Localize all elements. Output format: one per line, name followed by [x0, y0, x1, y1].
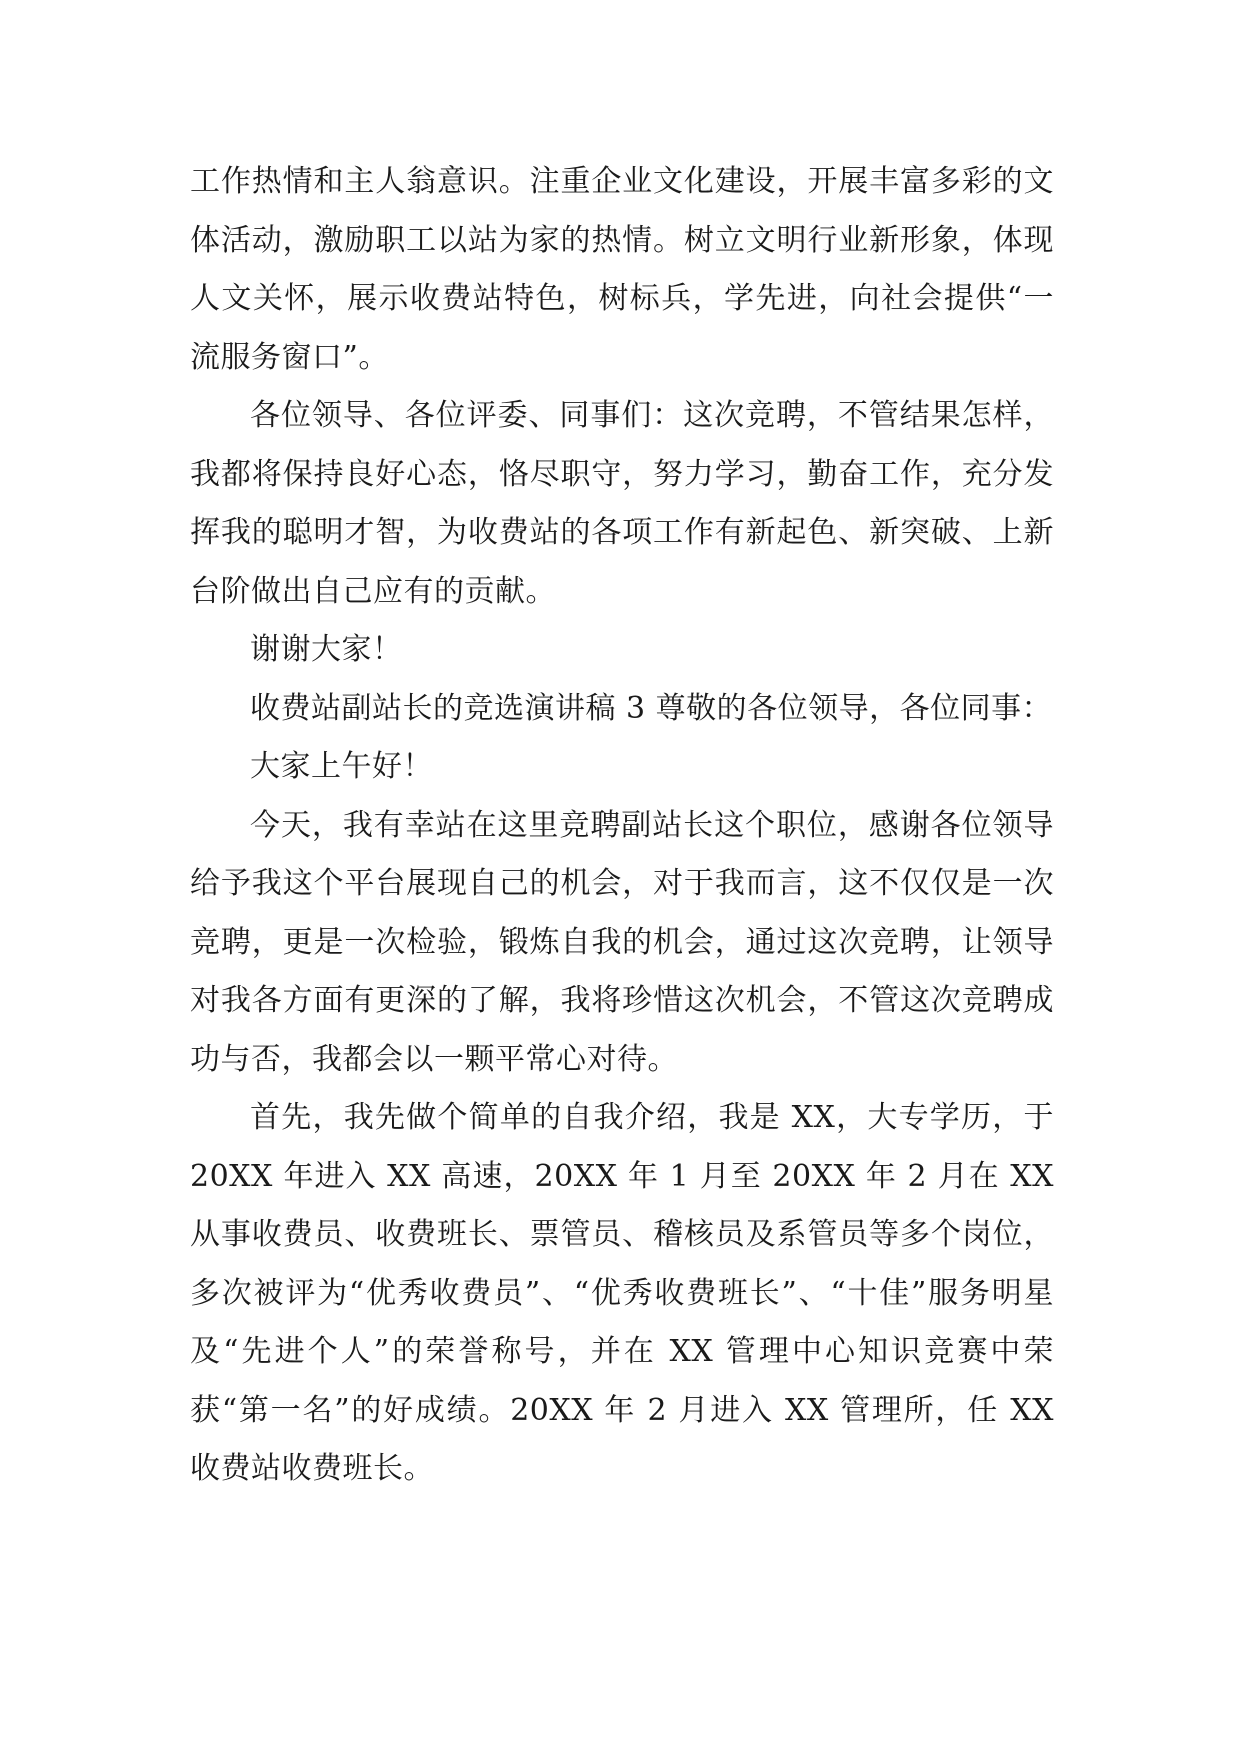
document-body — [190, 153, 1054, 1499]
paragraph-opening: 今天，我有幸站在这里竞聘副站长这个职位，感谢各位领导给予我这个平台展现自己的机会，对于我而言，这不仅仅是一次竞聘，更是一次检验，锻炼自我的机会，通过这次竞聘，让领导对我各方面有更深的了解，我将珍惜这次机会，不管这次竞聘成功与否，我都会以一颗平常心对待。 — [190, 807, 1054, 1077]
paragraph-thanks: 谢谢大家！ — [250, 632, 403, 667]
paragraph-self-intro: 首先，我先做个简单的自我介绍，我是 XX，大专学历，于 20XX 年进入 XX 高速，20XX 年 1 月至 20XX 年 2 月在 XX 从事收费员、收费班长、票管员、稽核员及系管员等多个岗位，多次被评为“优秀收费员”、“优秀收费班长”、“十佳”服务明星及“先进个人”的荣誉称号，并在 XX 管理中心知识竞赛中荣获“第一名”的好成绩。20XX 年 2 月进入 XX 管理所，任 XX 收费站收费班长。 — [190, 1100, 1054, 1486]
paragraph-greeting: 大家上午好！ — [250, 749, 433, 784]
paragraph-culture: 工作热情和主人翁意识。注重企业文化建设，开展丰富多彩的文体活动，激励职工以站为家的热情。树立文明行业新形象，体现人文关怀，展示收费站特色，树标兵，学先进，向社会提供“一流服务窗口”。 — [190, 164, 1054, 375]
paragraph-commitment: 各位领导、各位评委、同事们：这次竞聘，不管结果怎样，我都将保持良好心态，恪尽职守，努力学习，勤奋工作，充分发挥我的聪明才智，为收费站的各项工作有新起色、新突破、上新台阶做出自己应有的贡献。 — [190, 398, 1054, 609]
paragraph-speech-title: 收费站副站长的竞选演讲稿 3 尊敬的各位领导，各位同事： — [250, 690, 1053, 726]
